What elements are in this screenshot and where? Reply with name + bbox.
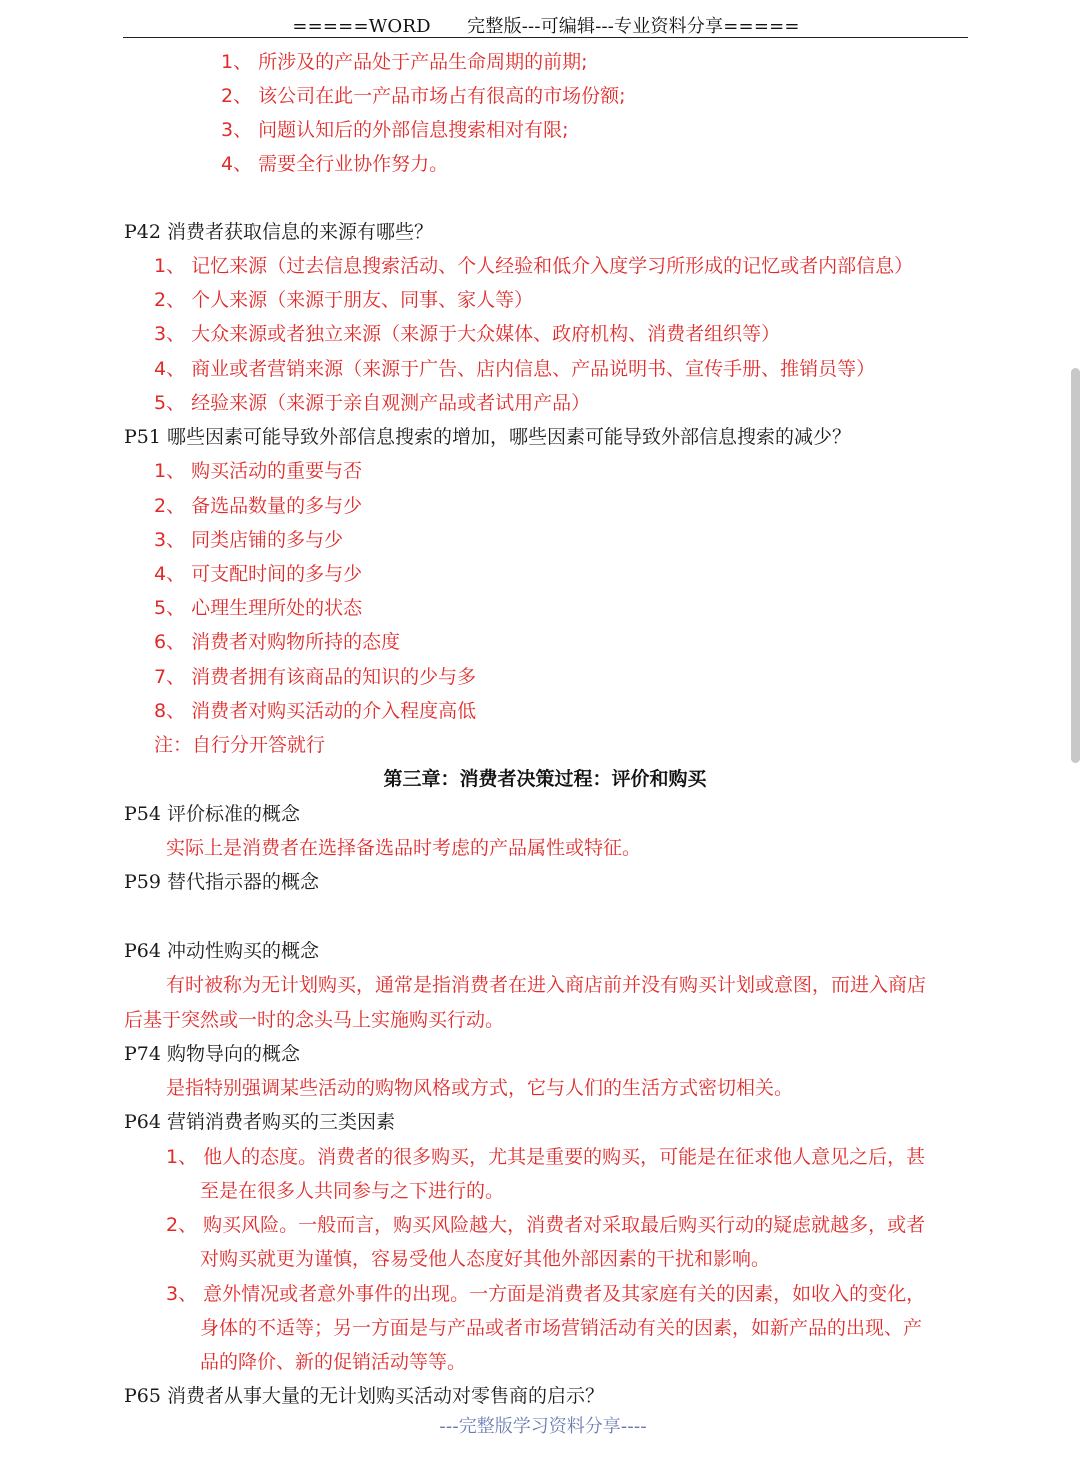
question-id: P51	[124, 426, 161, 448]
list-item: 4、 商业或者营销来源（来源于广告、店内信息、产品说明书、宣传手册、推销员等）	[154, 358, 876, 380]
question-p51	[124, 423, 851, 451]
question-id: P64	[124, 940, 161, 962]
list-item: 7、 消费者拥有该商品的知识的少与多	[154, 666, 477, 688]
question-p64-factors	[124, 1108, 395, 1136]
answer-text: 后基于突然或一时的念头马上实施购买行动。	[124, 1009, 505, 1031]
question-id: P42	[124, 221, 161, 243]
list-item: 3、 同类店铺的多与少	[154, 529, 344, 551]
list-item: 4、 可支配时间的多与少	[154, 563, 363, 585]
question-p65	[124, 1382, 604, 1410]
answer-text: 有时被称为无计划购买，通常是指消费者在进入商店前并没有购买计划或意图，而进入商店	[166, 974, 927, 996]
list-item-continuation: 身体的不适等；另一方面是与产品或者市场营销活动有关的因素，如新产品的出现、产	[200, 1317, 923, 1339]
question-text: 替代指示器的概念	[160, 871, 320, 893]
question-p59	[124, 868, 319, 896]
list-item: 1、 记忆来源（过去信息搜索活动、个人经验和低介入度学习所形成的记忆或者内部信息）	[154, 255, 914, 277]
list-item: 1、 他人的态度。消费者的很多购买，尤其是重要的购买，可能是在征求他人意见之后，甚	[166, 1146, 926, 1168]
question-text: 消费者获取信息的来源有哪些？	[160, 221, 434, 243]
question-id: P65	[124, 1385, 161, 1407]
list-item: 1、 购买活动的重要与否	[154, 460, 363, 482]
list-item: 3、 大众来源或者独立来源（来源于大众媒体、政府机构、消费者组织等）	[154, 323, 781, 345]
question-text: 购物导向的概念	[160, 1043, 301, 1065]
list-item: 2、 个人来源（来源于朋友、同事、家人等）	[154, 289, 534, 311]
page-footer: ---完整版学习资料分享----	[439, 1416, 647, 1437]
list-item: 2、 该公司在此一产品市场占有很高的市场份额;	[221, 85, 626, 107]
list-item: 2、 备选品数量的多与少	[154, 495, 363, 517]
question-p54	[124, 800, 300, 828]
list-item: 3、 意外情况或者意外事件的出现。一方面是消费者及其家庭有关的因素，如收入的变化，	[166, 1283, 926, 1305]
note: 注：自行分开答就行	[154, 734, 326, 756]
chapter-title: 第三章：消费者决策过程：评价和购买	[383, 768, 707, 790]
question-text: 消费者从事大量的无计划购买活动对零售商的启示？	[160, 1385, 605, 1407]
question-text: 营销消费者购买的三类因素	[160, 1111, 396, 1133]
question-text: 冲动性购买的概念	[160, 940, 320, 962]
question-id: P59	[124, 871, 161, 893]
list-item: 6、 消费者对购物所持的态度	[154, 631, 401, 653]
question-id: P54	[124, 803, 161, 825]
question-id: P74	[124, 1043, 161, 1065]
question-text: 评价标准的概念	[160, 803, 301, 825]
question-p74	[124, 1040, 300, 1068]
list-item: 8、 消费者对购买活动的介入程度高低	[154, 700, 477, 722]
list-item-continuation: 至是在很多人共同参与之下进行的。	[200, 1180, 505, 1202]
answer-text: 实际上是消费者在选择备选品时考虑的产品属性或特征。	[166, 837, 642, 859]
question-id: P64	[124, 1111, 161, 1133]
question-p64-impulse	[124, 937, 319, 965]
list-item: 3、 问题认知后的外部信息搜索相对有限;	[221, 119, 569, 141]
list-item-continuation: 品的降价、新的促销活动等等。	[200, 1351, 467, 1373]
header-rule	[123, 37, 968, 38]
page-header: =====WORD 完整版---可编辑---专业资料分享=====	[292, 16, 800, 37]
vertical-scrollbar[interactable]	[1071, 368, 1080, 763]
list-item: 4、 需要全行业协作努力。	[221, 153, 449, 175]
list-item: 5、 心理生理所处的状态	[154, 597, 363, 619]
answer-text: 是指特别强调某些活动的购物风格或方式，它与人们的生活方式密切相关。	[166, 1077, 794, 1099]
list-item: 5、 经验来源（来源于亲自观测产品或者试用产品）	[154, 392, 591, 414]
list-item-continuation: 对购买就更为谨慎，容易受他人态度好其他外部因素的干扰和影响。	[200, 1248, 771, 1270]
question-p42	[124, 218, 433, 246]
question-text: 哪些因素可能导致外部信息搜索的增加，哪些因素可能导致外部信息搜索的减少？	[160, 426, 852, 448]
list-item: 1、 所涉及的产品处于产品生命周期的前期;	[221, 51, 588, 73]
list-item: 2、 购买风险。一般而言，购买风险越大，消费者对采取最后购买行动的疑虑就越多，或者	[166, 1214, 926, 1236]
